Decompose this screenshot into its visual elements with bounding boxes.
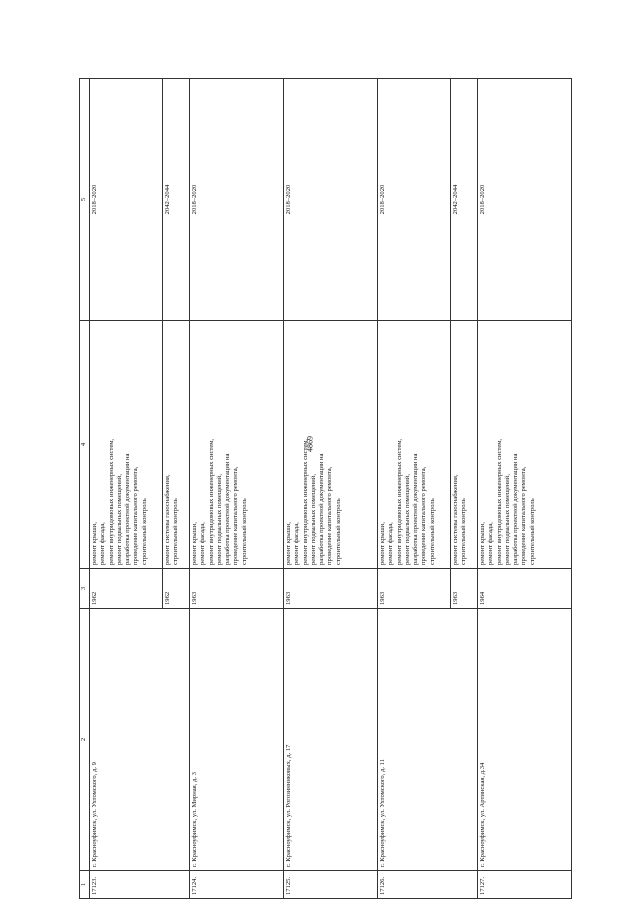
row-works — [90, 321, 163, 569]
work-item: ремонт подвальных помещений, — [503, 474, 511, 565]
work-item: строительный контроль — [460, 498, 468, 565]
row-works — [378, 321, 451, 569]
work-item: строительный контроль — [428, 498, 436, 565]
row-year: 1963 — [284, 569, 378, 609]
work-item: ремонт подвальных помещений, — [403, 474, 411, 565]
row-period: 2018–2020 — [378, 79, 451, 321]
work-item: ремонт крыши, — [379, 522, 386, 565]
work-item: ремонт фасада, — [293, 522, 301, 565]
row-address: г. Красноуфимск, ул. Рогозинниковых, д. 17 — [284, 609, 378, 871]
work-item: строительный контроль — [140, 498, 148, 565]
work-item: разработка проектной документации на — [224, 453, 232, 565]
row-address: г. Красноуфимск, ул. Артинская, д.34 — [478, 609, 572, 871]
work-item: ремонт крыши, — [285, 522, 292, 565]
work-item: проведение капитального ремонта, — [232, 466, 240, 565]
header-col-5: 5 — [80, 79, 90, 321]
work-item: проведение капитального ремонта, — [420, 466, 428, 565]
table-row — [378, 79, 451, 899]
row-period: 2018–2020 — [90, 79, 163, 321]
row-period: 2018–2020 — [284, 79, 378, 321]
work-item: ремонт фасада, — [487, 522, 495, 565]
work-item: ремонт крыши, — [191, 522, 198, 565]
row-number: 17124. — [190, 871, 284, 899]
work-item: ремонт фасада, — [387, 522, 395, 565]
table-container — [79, 79, 599, 899]
row-works — [190, 321, 284, 569]
row-year: 1962 — [90, 569, 163, 609]
row-period: 2042–2044 — [163, 79, 190, 321]
rotated-table-frame — [79, 79, 599, 899]
row-number: 17123. — [90, 871, 190, 899]
row-year: 1964 — [478, 569, 572, 609]
table-row — [190, 79, 284, 899]
work-item: проведение капитального ремонта, — [520, 466, 528, 565]
work-item: ремонт внутридомовых инженерных систем, — [207, 438, 215, 565]
row-number: 17126. — [378, 871, 478, 899]
row-year: 1962 — [163, 569, 190, 609]
work-item: ремонт внутридомовых инженерных систем, — [107, 438, 115, 565]
work-item: ремонт системы газоснабжения, — [164, 474, 171, 565]
work-item: строительный контроль — [528, 498, 536, 565]
work-item: проведение капитального ремонта, — [132, 466, 140, 565]
work-item: проведение капитального ремонта, — [326, 466, 334, 565]
work-item: строительный контроль — [172, 498, 180, 565]
table-body — [90, 79, 572, 899]
row-period: 2018–2020 — [478, 79, 572, 321]
work-item: разработка проектной документации на — [512, 453, 520, 565]
page-number: 4869 — [305, 436, 315, 452]
table-row — [478, 79, 572, 899]
header-col-1: 1 — [80, 871, 90, 899]
work-item: ремонт подвальных помещений, — [215, 474, 223, 565]
work-item: строительный контроль — [240, 498, 248, 565]
row-number: 17127. — [478, 871, 572, 899]
row-works — [478, 321, 572, 569]
row-address: г. Красноуфимск, ул. Ухтомского, д. 11 — [378, 609, 478, 871]
work-item: строительный контроль — [334, 498, 342, 565]
table-row — [284, 79, 378, 899]
work-item: ремонт внутридомовых инженерных систем, — [301, 438, 309, 565]
row-works — [163, 321, 190, 569]
work-item: ремонт фасада, — [99, 522, 107, 565]
row-year: 1963 — [451, 569, 478, 609]
work-item: ремонт системы газоснабжения, — [452, 474, 459, 565]
work-item: ремонт подвальных помещений, — [115, 474, 123, 565]
row-period: 2042–2044 — [451, 79, 478, 321]
row-number: 17125. — [284, 871, 378, 899]
header-col-3: 3 — [80, 569, 90, 609]
row-year: 1963 — [378, 569, 451, 609]
work-item: разработка проектной документации на — [318, 453, 326, 565]
work-item: ремонт внутридомовых инженерных систем, — [395, 438, 403, 565]
work-item: ремонт фасада, — [199, 522, 207, 565]
work-item: разработка проектной документации на — [412, 453, 420, 565]
work-item: разработка проектной документации на — [124, 453, 132, 565]
work-item: ремонт подвальных помещений, — [309, 474, 317, 565]
row-address: г. Красноуфимск, ул. Ухтомского, д. 9 — [90, 609, 190, 871]
work-item: ремонт внутридомовых инженерных систем, — [495, 438, 503, 565]
table-row — [90, 79, 163, 899]
row-works — [451, 321, 478, 569]
row-period: 2018–2020 — [190, 79, 284, 321]
row-address: г. Красноуфимск, ул. Мирная, д. 3 — [190, 609, 284, 871]
repair-schedule-table — [79, 78, 572, 899]
work-item: ремонт крыши, — [91, 522, 98, 565]
row-works — [284, 321, 378, 569]
work-item: ремонт крыши, — [479, 522, 486, 565]
header-col-4: 4 — [80, 321, 90, 569]
row-year: 1963 — [190, 569, 284, 609]
header-row — [80, 79, 90, 899]
header-col-2: 2 — [80, 609, 90, 871]
